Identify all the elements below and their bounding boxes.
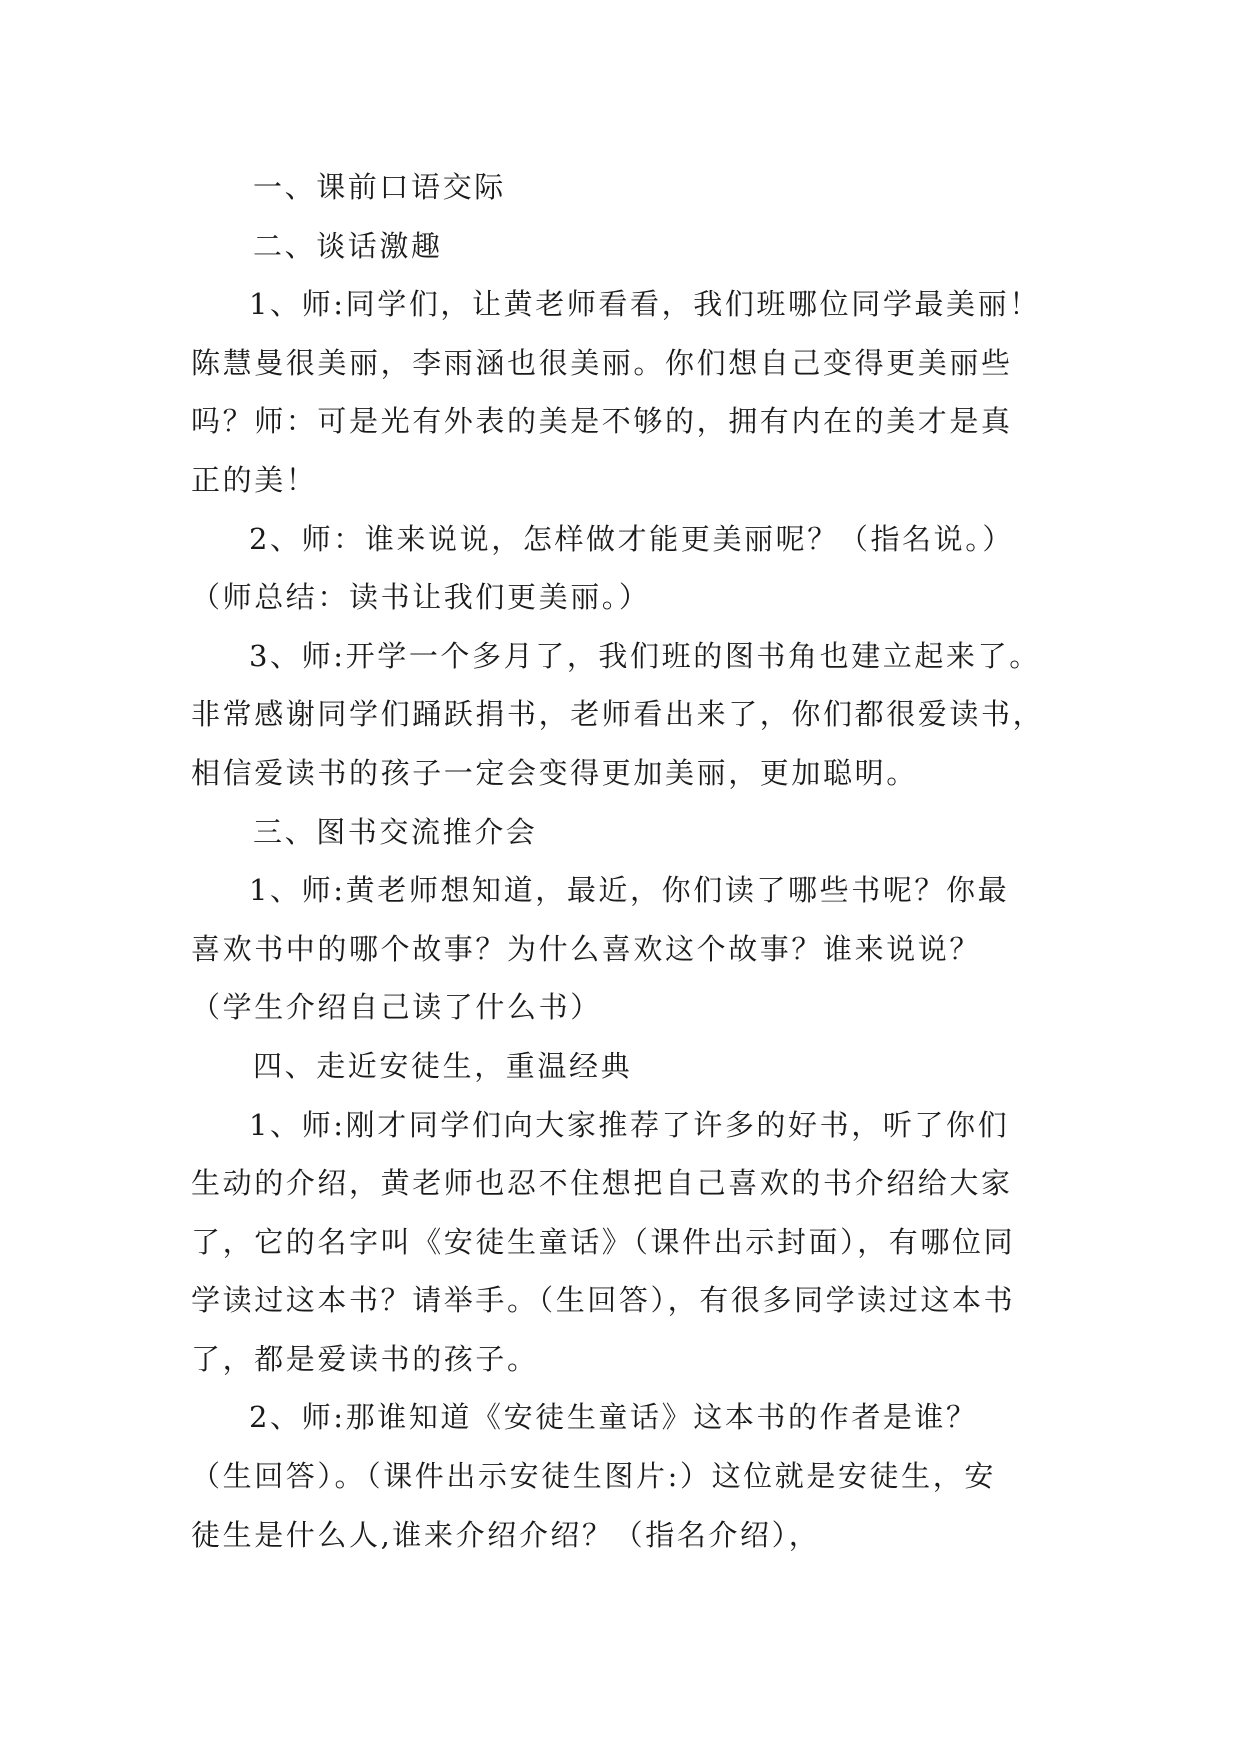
paragraph-line: 3、师:开学一个多月了，我们班的图书角也建立起来了。 [249, 638, 1041, 673]
paragraph-line: 非常感谢同学们踊跃捐书，老师看出来了，你们都很爱读书， [191, 697, 1045, 732]
paragraph-line: （生回答）。（课件出示安徒生图片:）这位就是安徒生，安 [191, 1459, 996, 1494]
paragraph-line: 吗？师：可是光有外表的美是不够的，拥有内在的美才是真 [191, 404, 1013, 439]
paragraph-line: 了，都是爱读书的孩子。 [191, 1341, 539, 1376]
paragraph-line: 相信爱读书的孩子一定会变得更加美丽，更加聪明。 [191, 755, 918, 790]
paragraph-line: （师总结：读书让我们更美丽。） [191, 580, 651, 615]
paragraph-line: 1、师:同学们，让黄老师看看，我们班哪位同学最美丽！ [249, 287, 1041, 322]
paragraph-line: 徒生是什么人,谁来介绍介绍？（指名介绍）， [191, 1517, 821, 1552]
paragraph-line: 1、师:黄老师想知道，最近，你们读了哪些书呢？你最 [249, 873, 1010, 908]
paragraph-line: 2、师：谁来说说，怎样做才能更美丽呢？（指名说。） [249, 521, 1014, 556]
section-heading-4: 四、走近安徒生，重温经典 [253, 1048, 633, 1083]
paragraph-line: 2、师:那谁知道《安徒生童话》这本书的作者是谁？ [249, 1400, 978, 1435]
section-heading-1: 一、课前口语交际 [253, 170, 506, 204]
paragraph-line: 学读过这本书？请举手。（生回答），有很多同学读过这本书 [191, 1283, 1016, 1318]
paragraph-line: 生动的介绍，黄老师也忍不住想把自己喜欢的书介绍给大家 [191, 1166, 1013, 1201]
paragraph-line: 正的美！ [191, 462, 318, 497]
paragraph-line: 1、师:刚才同学们向大家推荐了许多的好书，听了你们 [249, 1107, 1010, 1142]
paragraph-line: 陈慧曼很美丽，李雨涵也很美丽。你们想自己变得更美丽些 [191, 345, 1013, 380]
section-heading-2: 二、谈话激趣 [253, 228, 443, 263]
paragraph-line: 了，它的名字叫《安徒生童话》（课件出示封面），有哪位同 [191, 1224, 1016, 1259]
document-body [191, 158, 1061, 1564]
paragraph-line: 喜欢书中的哪个故事？为什么喜欢这个故事？谁来说说？ [191, 931, 982, 966]
paragraph-line: （学生介绍自己读了什么书） [191, 990, 602, 1025]
section-heading-3: 三、图书交流推介会 [253, 814, 538, 849]
